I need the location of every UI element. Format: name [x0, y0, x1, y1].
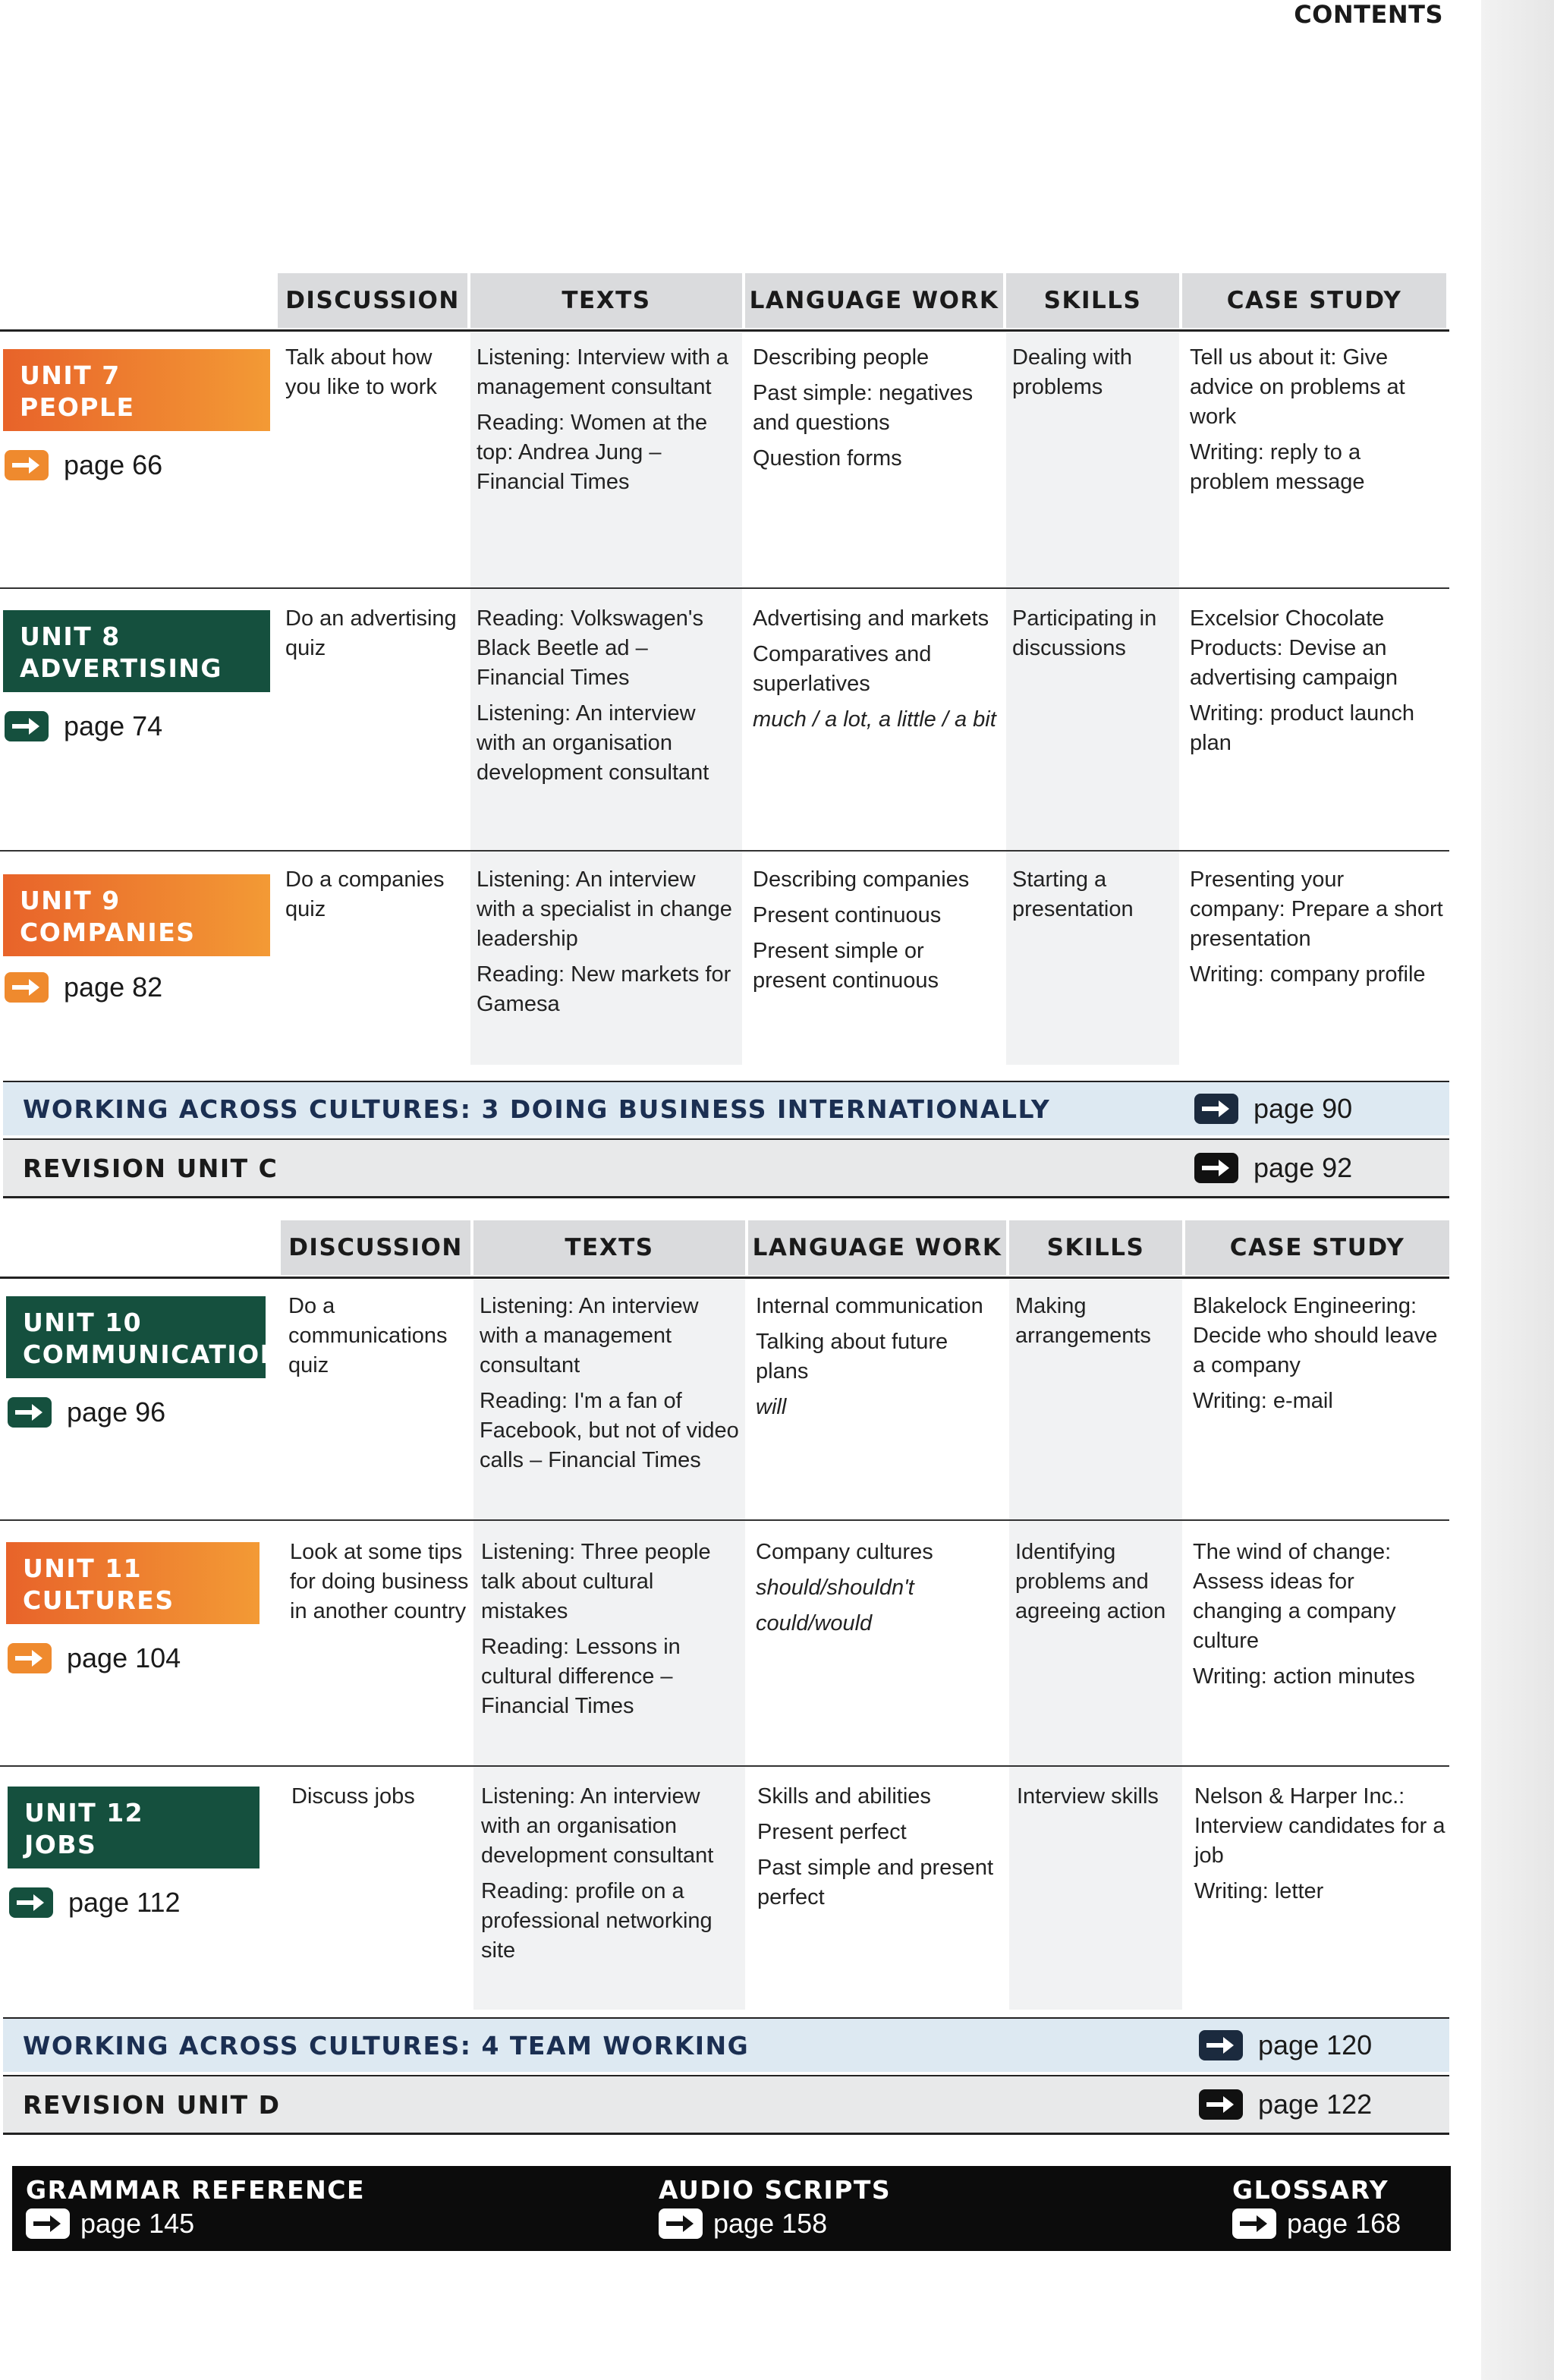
page-ref: page 90 [1254, 1093, 1353, 1124]
page-title: CONTENTS [1294, 0, 1443, 29]
col-header-discussion: DISCUSSION [278, 273, 467, 328]
skills-column-bg [1006, 332, 1179, 1065]
unit-10-page-link[interactable] [8, 1396, 165, 1428]
unit-9-language: Describing companies Present continuous Present simple or present continuous [753, 867, 970, 993]
footer-title: GRAMMAR REFERENCE [26, 2175, 366, 2205]
col-header-texts: TEXTS [470, 273, 742, 328]
unit-11-box[interactable] [6, 1542, 260, 1624]
header-rule [0, 1277, 1449, 1279]
contents-section-1 [0, 273, 1449, 1070]
col-header-texts: TEXTS [473, 1220, 745, 1275]
page-ref: page 92 [1254, 1152, 1353, 1183]
unit-12-case: Nelson & Harper Inc.: Interview candidates for a job Writing: letter [1194, 1784, 1445, 1903]
page-ref: page 104 [67, 1642, 181, 1673]
unit-12-page-link[interactable] [9, 1887, 180, 1919]
unit-7-skills: Dealing with problems [1012, 345, 1132, 399]
page-ref: page 168 [1287, 2208, 1401, 2239]
unit-11-language: Company cultures should/shouldn't could/would [756, 1540, 933, 1635]
unit-number: UNIT 12 [24, 1798, 144, 1828]
unit-7-case: Tell us about it: Give advice on problems at work Writing: reply to a problem message [1190, 345, 1405, 494]
unit-11-discussion: Look at some tips for doing business in another country [290, 1540, 469, 1623]
arrow-right-icon [659, 2208, 703, 2239]
unit-title: JOBS [24, 1830, 97, 1859]
unit-8-language: Advertising and markets Comparatives and superlatives much / a lot, a little / a bit [753, 606, 996, 732]
footer-title: AUDIO SCRIPTS [659, 2175, 892, 2205]
skills-column-bg [1009, 1280, 1182, 2010]
bar-title: WORKING ACROSS CULTURES: 4 TEAM WORKING [23, 2030, 750, 2060]
page-ref: page 66 [64, 449, 163, 480]
bar-page-link[interactable] [1194, 1093, 1352, 1125]
unit-10-box[interactable] [6, 1296, 282, 1378]
grammar-reference[interactable] [26, 2175, 365, 2240]
unit-9-skills: Starting a presentation [1012, 867, 1134, 921]
unit-9-texts: Listening: An interview with a specialist in change leadership Reading: New markets for Gamesa [477, 867, 732, 1016]
unit-12-texts: Listening: An interview with an organisation development consultant Reading: profile on a professional networking site [481, 1784, 714, 1963]
unit-7-texts: Listening: Interview with a management consultant Reading: Women at the top: Andrea Jung – Financial Times [477, 345, 729, 494]
arrow-right-icon [1232, 2208, 1276, 2239]
unit-7-page-link[interactable] [5, 449, 162, 481]
footer-page-link[interactable] [659, 2208, 891, 2240]
unit-7-discussion: Talk about how you like to work [285, 345, 437, 399]
unit-7-language: Describing people Past simple: negatives and questions Question forms [753, 345, 974, 471]
page-ref: page 122 [1258, 2089, 1373, 2120]
col-header-case: CASE STUDY [1182, 273, 1446, 328]
unit-8-discussion: Do an advertising quiz [285, 606, 457, 660]
unit-8-box[interactable] [3, 610, 270, 692]
arrow-right-icon [1194, 1094, 1238, 1124]
row-rule [0, 1519, 1449, 1521]
reference-footer [12, 2166, 1451, 2251]
header-rule [0, 329, 1449, 332]
revision-unit-c-bar[interactable] [3, 1138, 1449, 1198]
unit-12-skills: Interview skills [1017, 1784, 1159, 1809]
arrow-right-icon [8, 1397, 52, 1428]
unit-number: UNIT 7 [20, 360, 121, 390]
col-header-case: CASE STUDY [1185, 1220, 1449, 1275]
unit-9-box[interactable] [3, 874, 270, 956]
unit-10-skills: Making arrangements [1015, 1294, 1151, 1348]
page-ref: page 96 [67, 1396, 166, 1428]
arrow-right-icon [5, 711, 49, 741]
arrow-right-icon [1199, 2030, 1243, 2060]
revision-unit-d-bar[interactable] [3, 2075, 1449, 2135]
unit-title: CULTURES [23, 1585, 175, 1615]
footer-title: GLOSSARY [1232, 2175, 1389, 2205]
page-ref: page 145 [80, 2208, 195, 2239]
arrow-right-icon [1194, 1153, 1238, 1183]
unit-10-texts: Listening: An interview with a management consultant Reading: I'm a fan of Facebook, but not of video calls – Financial Times [480, 1294, 739, 1472]
page-ref: page 74 [64, 710, 163, 741]
unit-8-page-link[interactable] [5, 710, 162, 742]
unit-number: UNIT 11 [23, 1554, 143, 1583]
unit-number: UNIT 10 [23, 1308, 143, 1337]
col-header-language: LANGUAGE WORK [748, 1220, 1006, 1275]
audio-scripts[interactable] [659, 2175, 891, 2240]
arrow-right-icon [1199, 2089, 1243, 2120]
bar-page-link[interactable] [1199, 2089, 1372, 2120]
unit-10-language: Internal communication Talking about future plans will [756, 1294, 983, 1419]
row-rule [0, 850, 1449, 852]
row-rule [0, 1765, 1449, 1767]
unit-8-texts: Reading: Volkswagen's Black Beetle ad – Financial Times Listening: An interview with an organisation development consultant [477, 606, 709, 785]
bar-title: REVISION UNIT C [23, 1153, 278, 1183]
unit-8-skills: Participating in discussions [1012, 606, 1157, 660]
col-header-discussion: DISCUSSION [281, 1220, 470, 1275]
unit-11-page-link[interactable] [8, 1642, 181, 1674]
bar-page-link[interactable] [1199, 2029, 1372, 2061]
col-header-skills: SKILLS [1006, 273, 1179, 328]
unit-10-discussion: Do a communications quiz [288, 1294, 448, 1377]
unit-title: COMMUNICATION [23, 1340, 282, 1369]
col-header-language: LANGUAGE WORK [745, 273, 1003, 328]
footer-page-link[interactable] [26, 2208, 365, 2240]
unit-7-box[interactable] [3, 349, 270, 431]
col-header-skills: SKILLS [1009, 1220, 1182, 1275]
unit-9-discussion: Do a companies quiz [285, 867, 445, 921]
unit-11-skills: Identifying problems and agreeing action [1015, 1540, 1166, 1623]
working-across-cultures-3-bar[interactable] [3, 1081, 1449, 1135]
working-across-cultures-4-bar[interactable] [3, 2017, 1449, 2072]
unit-11-texts: Listening: Three people talk about cultural mistakes Reading: Lessons in cultural difference – Financial Times [481, 1540, 711, 1718]
unit-title: PEOPLE [20, 392, 135, 422]
arrow-right-icon [5, 972, 49, 1003]
arrow-right-icon [5, 450, 49, 480]
page-ref: page 112 [68, 1887, 181, 1918]
unit-number: UNIT 8 [20, 622, 121, 651]
bar-title: WORKING ACROSS CULTURES: 3 DOING BUSINESS INTERNATIONALLY [23, 1094, 1051, 1124]
unit-11-case: The wind of change: Assess ideas for changing a company culture Writing: action minutes [1193, 1540, 1415, 1689]
contents-section-2 [0, 1220, 1449, 2017]
unit-12-discussion: Discuss jobs [291, 1784, 415, 1809]
unit-title: COMPANIES [20, 918, 196, 947]
glossary[interactable] [1232, 2175, 1401, 2240]
page-ref: page 82 [64, 971, 163, 1003]
page-ref: page 120 [1258, 2029, 1373, 2060]
arrow-right-icon [8, 1643, 52, 1673]
unit-9-page-link[interactable] [5, 971, 162, 1003]
arrow-right-icon [9, 1887, 53, 1918]
bar-title: REVISION UNIT D [23, 2089, 281, 2120]
footer-page-link[interactable] [1232, 2208, 1401, 2240]
unit-12-box[interactable] [8, 1787, 260, 1868]
unit-10-case: Blakelock Engineering: Decide who should leave a company Writing: e-mail [1193, 1294, 1438, 1413]
arrow-right-icon [26, 2208, 70, 2239]
unit-number: UNIT 9 [20, 886, 121, 915]
unit-12-language: Skills and abilities Present perfect Past simple and present perfect [757, 1784, 994, 1909]
row-rule [0, 587, 1449, 589]
unit-8-case: Excelsior Chocolate Products: Devise an advertising campaign Writing: product launch plan [1190, 606, 1415, 755]
page-edge [1481, 0, 1554, 2380]
unit-9-case: Presenting your company: Prepare a short presentation Writing: company profile [1190, 867, 1443, 987]
unit-title: ADVERTISING [20, 653, 222, 683]
page-ref: page 158 [713, 2208, 828, 2239]
bar-page-link[interactable] [1194, 1152, 1352, 1184]
